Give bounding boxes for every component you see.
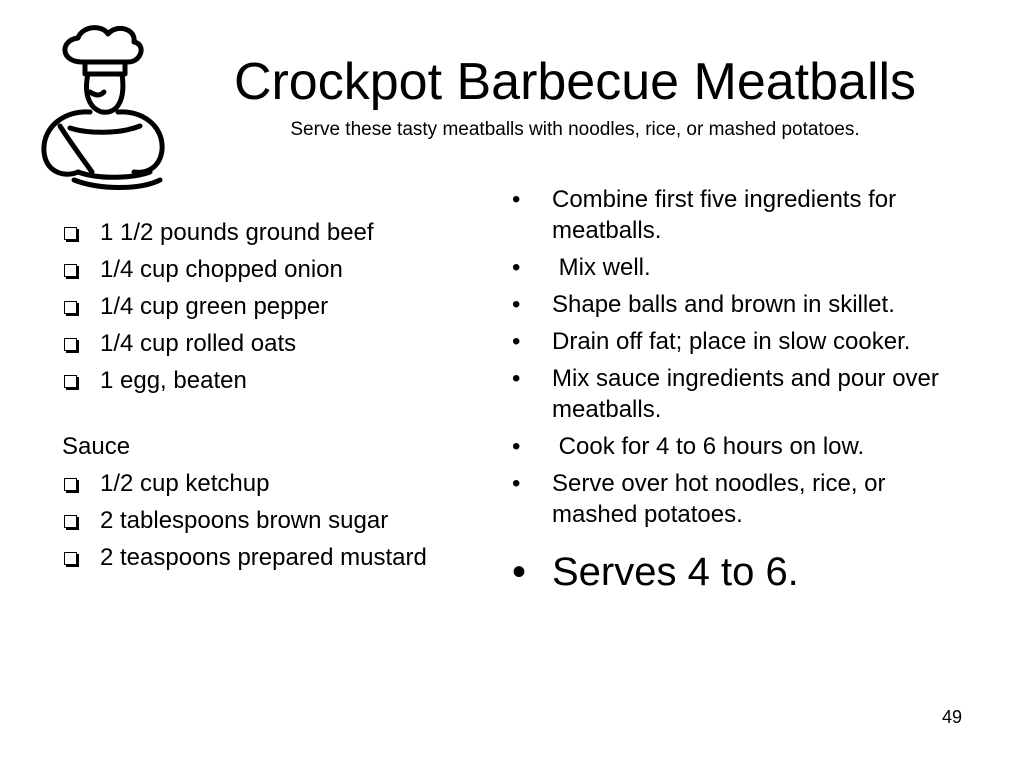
slide-title: Crockpot Barbecue Meatballs	[233, 53, 917, 111]
checkbox-icon	[64, 338, 77, 351]
ingredient-text: 1/4 cup rolled oats	[100, 330, 297, 357]
bullet-icon: •	[512, 365, 521, 392]
spacer	[62, 403, 462, 432]
steps-column	[512, 184, 942, 596]
sauce-heading: Sauce	[62, 433, 131, 460]
step-text: Cook for 4 to 6 hours on low.	[552, 433, 865, 460]
ingredient-text: 1/4 cup green pepper	[100, 293, 329, 320]
step-text: Shape balls and brown in skillet.	[552, 291, 895, 318]
bullet-icon: •	[512, 470, 521, 497]
sauce-list	[62, 469, 462, 572]
bullet-icon: •	[512, 186, 521, 213]
slide-number: 49	[941, 707, 962, 727]
serves-text: Serves 4 to 6.	[552, 550, 799, 594]
checkbox-icon	[64, 552, 77, 565]
step-text: Drain off fat; place in slow cooker.	[552, 328, 911, 355]
step-item	[512, 252, 942, 283]
sauce-item	[62, 506, 462, 535]
step-text: Mix well.	[552, 254, 651, 281]
step-item	[512, 289, 942, 320]
chef-icon	[30, 22, 170, 192]
checkbox-icon	[64, 515, 77, 528]
ingredient-text: 1/4 cup chopped onion	[100, 256, 343, 283]
ingredient-list	[62, 218, 462, 395]
ingredients-column	[62, 218, 462, 580]
ingredient-text: 1 egg, beaten	[100, 367, 247, 394]
ingredient-item	[62, 329, 462, 358]
sauce-item	[62, 469, 462, 498]
checkbox-icon	[64, 478, 77, 491]
ingredient-item	[62, 218, 462, 247]
step-item	[512, 468, 942, 530]
step-text: Serve over hot noodles, rice, or mashed potatoes.	[552, 470, 886, 528]
step-item	[512, 326, 942, 357]
step-item	[512, 363, 942, 425]
bullet-icon: •	[512, 254, 521, 281]
step-text: Combine first five ingredients for meatballs.	[552, 186, 897, 244]
step-item	[512, 431, 942, 462]
ingredient-item	[62, 292, 462, 321]
step-list	[512, 184, 942, 530]
checkbox-icon	[64, 264, 77, 277]
ingredient-text: 1 1/2 pounds ground beef	[100, 219, 374, 246]
sauce-text: 2 tablespoons brown sugar	[100, 507, 389, 534]
serves-item	[512, 548, 942, 596]
bullet-icon: •	[512, 328, 521, 355]
bullet-icon: •	[512, 550, 527, 594]
sauce-text: 2 teaspoons prepared mustard	[100, 544, 427, 571]
sauce-item	[62, 543, 462, 572]
ingredient-item	[62, 255, 462, 284]
bullet-icon: •	[512, 433, 521, 460]
bullet-icon: •	[512, 291, 521, 318]
ingredient-item	[62, 366, 462, 395]
step-text: Mix sauce ingredients and pour over meatballs.	[552, 365, 939, 423]
slide-subtitle: Serve these tasty meatballs with noodles, rice, or mashed potatoes.	[290, 119, 860, 140]
sauce-text: 1/2 cup ketchup	[100, 470, 270, 497]
step-item	[512, 184, 942, 246]
checkbox-icon	[64, 227, 77, 240]
checkbox-icon	[64, 375, 77, 388]
checkbox-icon	[64, 301, 77, 314]
